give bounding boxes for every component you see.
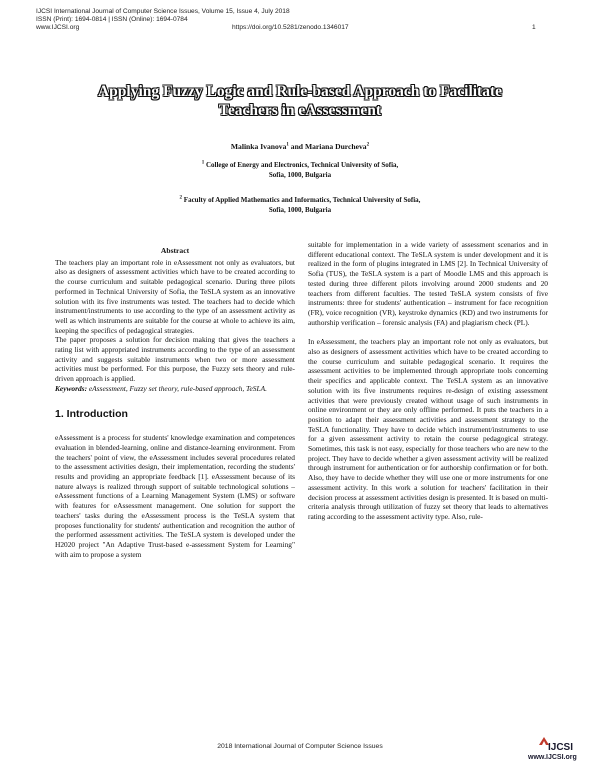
affiliation-2-sup: 2: [179, 195, 183, 201]
right-column: [308, 240, 548, 522]
keywords-label: Keywords:: [55, 383, 88, 393]
keywords: [55, 384, 295, 394]
intro-paragraph-1: eAssessment is a process for students' knowledge examination and competences evaluation in blended-learning, online and distance-learning environment. From the teachers' point of view, the eAssessment includes several procedures related to the assessment activities design, their implementation, recording the students' results and providing an appropriate feedback [1]. eAssessment because of its nature always is realized through support of suitable technological solutions – eAssessment functions of a Learning Management System (LMS) or software with features for eAssessment management. One solution for support the teachers' tasks during the eAssessment process is the TeSLA system that proposes functionality for students' authentication and recognition the author of the performed assessment activities. The TeSLA system is developed under the H2020 project "An Adaptive Trust-based e-assessment System for Learning" with aim to propose a system: [55, 433, 295, 559]
ijcsi-logo: [528, 736, 577, 766]
page-number: 1: [532, 24, 536, 31]
abstract-heading: Abstract: [160, 246, 190, 255]
author-2: Mariana Durcheva: [304, 142, 367, 151]
logo-name: IJCSI: [548, 742, 574, 753]
abstract-paragraph-1: The teachers play an important role in eAssessment not only as evaluators, but also as designers of assessment activities which have to be created according to the course curriculum and suitable pedagogical scenario. During three pilots performed in Technical University of Sofia, the TeSLA system as an innovative solution with its five instruments was tested. The teachers had to decide which instrument/instruments to use according to the type of an assessment activity as well as which instruments are suitable for the course at whole to achieve its aim, keeping the specifics of pedagogical strategies.: [55, 257, 295, 335]
authors-line: [0, 142, 600, 151]
keywords-text: eAssessment, Fuzzy set theory, rule-based approach, TeSLA.: [88, 383, 267, 393]
affiliation-2: [100, 195, 500, 215]
author-1-sup: 1: [286, 142, 289, 148]
affiliation-2-line-1: Faculty of Applied Mathematics and Informatics, Technical University of Sofia,: [183, 196, 421, 204]
site-link[interactable]: www.IJCSI.org: [36, 24, 80, 31]
affiliation-1-line-2: Sofia, 1000, Bulgaria: [268, 171, 332, 179]
affiliation-1: [100, 160, 500, 180]
author-2-sup: 2: [366, 142, 370, 148]
paragraph-gap: [308, 327, 548, 337]
authors-and: and: [290, 142, 304, 151]
footer-copyright: 2018 International Journal of Computer Science Issues: [217, 743, 383, 750]
journal-header: IJCSI International Journal of Computer Science Issues, Volume 15, Issue 4, July 2018: [36, 8, 290, 15]
issn-line: ISSN (Print): 1694-0814 | ISSN (Online): 1694-0784: [36, 16, 188, 23]
title-line-2: Teachers in eAssessment: [218, 102, 382, 119]
abstract-paragraph-2: The paper proposes a solution for decision making that gives the teachers a rating list with appropriated instruments according to the type of an assessment activity and suggests suitable instruments when two or more assessment activities must be performed. For this purpose, the Fuzzy sets theory and rule-driven approach is applied.: [55, 335, 295, 384]
paper-title: [40, 82, 560, 120]
affiliation-2-line-2: Sofia, 1000, Bulgaria: [268, 206, 332, 214]
author-1: Malinka Ivanova: [230, 142, 287, 151]
doi-link[interactable]: https://doi.org/10.5281/zenodo.1346017: [232, 24, 349, 31]
affiliation-1-line-1: College of Energy and Electronics, Technical University of Sofia,: [205, 161, 399, 169]
affiliation-1-sup: 1: [201, 160, 205, 166]
logo-url: www.IJCSI.org: [528, 754, 577, 761]
left-column: [55, 246, 295, 559]
right-paragraph-2: In eAssessment, the teachers play an important role not only as evaluators, but also as designers of assessment activities which have to be created according to the course curriculum and suitable pedagogical scenario. It requires the assessment activities to be implemented through appropriate tools concerning their specifics and applicable context. The TeSLA system as an innovative solution with its five instruments requires re-design of existing assessment activities that were previously created without usage of such instruments in online environment or they are only offline performed. It puts the teachers in a position to adapt their assessment activities and assessment strategy to the TeSLA functionality. They have to decide which instrument/instruments to use for a given assessment activity to retain the course pedagogical strategy. Sometimes, this task is not easy, especially for those teachers who are new to the project. They have to decide whether a given assessment activity will be realized through instrument for authentication or for authorship confirmation or for both. Also, they have to decide whether they will use one or more instruments for one assessment activity. In this work a solution for teachers' facilitation in their decision process at assessment activities design is presented. It is based on multi-criteria analysis through utilization of fuzzy set theory that leads to alternatives rating according to the assessment activity type. Also, rule-: [308, 337, 548, 521]
section-heading-introduction: 1. Introduction: [55, 407, 128, 420]
right-paragraph-1: suitable for implementation in a wide variety of assessment scenarios and in different educational context. The TeSLA system is under development and it is realized in the form of plugins integrated in LMS [2]. In Technical University of Sofia (TUS), the TeSLA system is a part of Moodle LMS and this approach is tested during three different pilots involving around 2000 students and 20 teachers from different faculties. The tested TeSLA system consists of five instruments: three for students' authentication – instrument for face recognition (FR), voice recognition (VR), keystroke dynamics (KD) and two instruments for authorship verification – forensic analysis (FA) and plagiarism check (PL).: [308, 240, 548, 327]
title-line-1: Applying Fuzzy Logic and Rule-based Approach to Facilitate: [97, 83, 503, 100]
